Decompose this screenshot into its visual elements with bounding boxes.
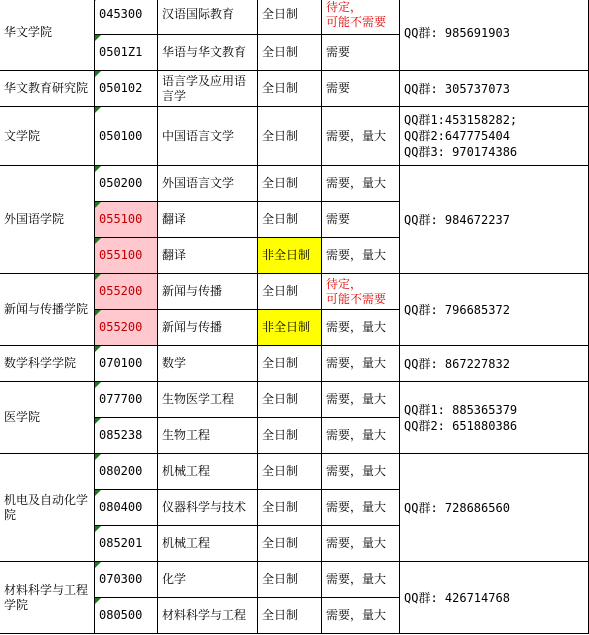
major-name-cell <box>158 107 258 166</box>
dept-cell <box>0 107 95 166</box>
requirement-cell <box>322 71 400 107</box>
study-mode-cell <box>258 526 322 562</box>
major-name-cell-text: 新闻与传播 <box>162 284 223 298</box>
program-code-cell-text: 050102 <box>99 81 143 95</box>
study-mode-cell <box>258 107 322 166</box>
program-code-cell <box>95 202 158 238</box>
major-name-cell <box>158 598 258 634</box>
program-code-cell-text: 055200 <box>99 320 143 334</box>
program-code-cell <box>95 0 158 35</box>
program-code-cell-text: 077700 <box>99 392 143 406</box>
study-mode-cell <box>258 71 322 107</box>
program-code-cell <box>95 454 158 490</box>
dept-cell-text: 材料科学与工程学院 <box>4 582 89 612</box>
major-name-cell <box>158 0 258 35</box>
requirement-cell <box>322 346 400 382</box>
dept-cell <box>0 0 95 71</box>
requirement-cell <box>322 0 400 35</box>
study-mode-cell-text: 全日制 <box>262 536 299 550</box>
major-name-cell-text: 翻译 <box>162 212 187 226</box>
study-mode-cell <box>258 35 322 71</box>
dept-cell-text: 华文教育研究院 <box>4 81 89 95</box>
qq-group-cell-text: QQ群: 426714768 <box>404 590 510 605</box>
qq-group-cell-text: QQ群: 867227832 <box>404 356 510 371</box>
program-code-cell-text: 055100 <box>99 248 143 262</box>
study-mode-cell-text: 全日制 <box>262 45 299 59</box>
program-code-cell-text: 080200 <box>99 464 143 478</box>
major-name-cell-text: 中国语言文学 <box>162 128 235 143</box>
requirement-cell <box>322 310 400 346</box>
program-code-cell-text: 055100 <box>99 212 143 226</box>
qq-group-cell <box>400 382 589 454</box>
study-mode-cell <box>258 382 322 418</box>
study-mode-cell-text: 全日制 <box>262 176 299 190</box>
major-name-cell-text: 化学 <box>162 572 187 586</box>
major-name-cell <box>158 382 258 418</box>
requirement-cell <box>322 598 400 634</box>
qq-group-cell <box>400 0 589 71</box>
program-code-cell-text: 085201 <box>99 536 143 550</box>
study-mode-cell <box>258 346 322 382</box>
study-mode-cell <box>258 454 322 490</box>
qq-group-cell-text: QQ群: 728686560 <box>404 500 510 515</box>
major-name-cell <box>158 418 258 454</box>
comment-marker-icon <box>95 346 101 352</box>
dept-cell <box>0 454 95 562</box>
qq-group-cell <box>400 454 589 562</box>
requirement-cell-text: 需要，量大 <box>326 536 387 550</box>
qq-group-cell <box>400 274 589 346</box>
requirement-cell-text: 需要，量大 <box>326 500 387 514</box>
study-mode-cell-text: 非全日制 <box>262 248 311 262</box>
qq-group-cell-text: QQ群: 305737073 <box>404 81 510 96</box>
study-mode-cell-text: 全日制 <box>262 392 299 406</box>
study-mode-cell <box>258 562 322 598</box>
requirement-cell-text: 需要 <box>326 81 351 95</box>
major-name-cell-text: 生物工程 <box>162 428 211 442</box>
study-mode-cell <box>258 490 322 526</box>
program-code-cell-text: 070300 <box>99 572 143 586</box>
requirement-cell-text: 待定， 可能不需要 <box>326 0 387 29</box>
dept-cell-text: 文学院 <box>4 128 41 143</box>
comment-marker-icon <box>95 166 101 172</box>
program-code-cell <box>95 598 158 634</box>
study-mode-cell <box>258 598 322 634</box>
requirement-cell-text: 需要，量大 <box>326 356 387 370</box>
major-name-cell <box>158 166 258 202</box>
program-code-cell-text: 050100 <box>99 128 143 143</box>
program-code-cell <box>95 35 158 71</box>
major-name-cell-text: 翻译 <box>162 248 187 262</box>
major-name-cell-text: 数学 <box>162 356 187 370</box>
requirement-cell-text: 需要，量大 <box>326 608 387 622</box>
comment-marker-icon <box>95 418 101 424</box>
qq-group-cell-text: QQ群1:453158282; QQ群2:647775404 QQ群3: 970174386 <box>404 113 518 159</box>
comment-marker-icon <box>95 310 101 316</box>
major-name-cell <box>158 526 258 562</box>
requirement-cell-text: 待定， 可能不需要 <box>326 276 387 306</box>
comment-marker-icon <box>95 382 101 388</box>
program-code-cell-text: 080400 <box>99 500 143 514</box>
requirement-cell <box>322 202 400 238</box>
major-name-cell <box>158 562 258 598</box>
program-code-cell <box>95 490 158 526</box>
requirement-cell-text: 需要，量大 <box>326 128 387 143</box>
study-mode-cell-text: 全日制 <box>262 81 299 95</box>
requirement-cell-text: 需要 <box>326 45 351 59</box>
requirement-cell-text: 需要，量大 <box>326 464 387 478</box>
qq-group-cell-text: QQ群: 984672237 <box>404 212 510 227</box>
dept-cell-text: 新闻与传播学院 <box>4 302 89 316</box>
requirement-cell <box>322 238 400 274</box>
comment-marker-icon <box>95 35 101 41</box>
major-name-cell-text: 华语与华文教育 <box>162 45 247 59</box>
requirement-cell-text: 需要，量大 <box>326 248 387 262</box>
major-name-cell <box>158 274 258 310</box>
comment-marker-icon <box>95 526 101 532</box>
dept-cell-text: 华文学院 <box>4 25 53 39</box>
major-name-cell-text: 外国语言文学 <box>162 176 235 190</box>
study-mode-cell-text: 全日制 <box>262 356 299 370</box>
qq-group-cell-text: QQ群: 985691903 <box>404 25 510 40</box>
comment-marker-icon <box>95 490 101 496</box>
requirement-cell <box>322 490 400 526</box>
major-name-cell <box>158 490 258 526</box>
dept-cell-text: 外国语学院 <box>4 212 65 226</box>
dept-cell-text: 机电及自动化学院 <box>4 492 89 522</box>
program-code-cell-text: 055200 <box>99 284 143 298</box>
requirement-cell-text: 需要，量大 <box>326 572 387 586</box>
study-mode-cell <box>258 310 322 346</box>
requirement-cell-text: 需要，量大 <box>326 428 387 442</box>
program-code-cell-text: 080500 <box>99 608 143 622</box>
dept-cell-text: 医学院 <box>4 410 41 424</box>
major-name-cell <box>158 310 258 346</box>
major-name-cell-text: 语言学及应用语言学 <box>162 73 247 103</box>
major-name-cell <box>158 346 258 382</box>
program-code-cell-text: 085238 <box>99 428 143 442</box>
program-code-cell <box>95 346 158 382</box>
major-name-cell-text: 机械工程 <box>162 464 211 478</box>
dept-cell <box>0 274 95 346</box>
major-name-cell <box>158 238 258 274</box>
study-mode-cell <box>258 418 322 454</box>
comment-marker-icon <box>95 454 101 460</box>
dept-cell <box>0 382 95 454</box>
study-mode-cell-text: 全日制 <box>262 572 299 586</box>
qq-group-cell <box>400 107 589 166</box>
comment-marker-icon <box>95 202 101 208</box>
program-code-cell <box>95 107 158 166</box>
requirement-cell <box>322 418 400 454</box>
program-code-cell <box>95 166 158 202</box>
requirement-cell <box>322 526 400 562</box>
study-mode-cell-text: 全日制 <box>262 500 299 514</box>
program-code-cell-text: 050200 <box>99 176 143 190</box>
study-mode-cell-text: 全日制 <box>262 284 299 298</box>
major-name-cell <box>158 71 258 107</box>
qq-group-cell-text: QQ群1: 885365379 QQ群2: 651880386 <box>404 402 518 433</box>
program-code-cell <box>95 238 158 274</box>
major-name-cell <box>158 454 258 490</box>
program-code-cell-text: 0501Z1 <box>99 45 143 59</box>
comment-marker-icon <box>95 598 101 604</box>
program-code-cell <box>95 526 158 562</box>
study-mode-cell-text: 非全日制 <box>262 320 311 334</box>
study-mode-cell-text: 全日制 <box>262 7 299 21</box>
dept-cell-text: 数学科学学院 <box>4 356 77 370</box>
major-name-cell-text: 新闻与传播 <box>162 320 223 334</box>
major-name-cell <box>158 35 258 71</box>
major-name-cell <box>158 202 258 238</box>
program-code-cell <box>95 71 158 107</box>
study-mode-cell <box>258 202 322 238</box>
requirement-cell-text: 需要，量大 <box>326 320 387 334</box>
requirement-cell <box>322 274 400 310</box>
qq-group-cell <box>400 562 589 634</box>
comment-marker-icon <box>95 274 101 280</box>
program-code-cell <box>95 562 158 598</box>
requirement-cell <box>322 454 400 490</box>
study-mode-cell-text: 全日制 <box>262 128 299 143</box>
requirement-cell-text: 需要 <box>326 212 351 226</box>
program-code-cell-text: 045300 <box>99 7 143 21</box>
requirement-cell <box>322 107 400 166</box>
comment-marker-icon <box>95 562 101 568</box>
dept-cell <box>0 71 95 107</box>
program-code-cell-text: 070100 <box>99 356 143 370</box>
dept-cell <box>0 346 95 382</box>
study-mode-cell-text: 全日制 <box>262 464 299 478</box>
comment-marker-icon <box>95 107 101 113</box>
dept-cell <box>0 166 95 274</box>
study-mode-cell <box>258 0 322 35</box>
qq-group-cell <box>400 346 589 382</box>
study-mode-cell <box>258 274 322 310</box>
requirement-cell <box>322 166 400 202</box>
qq-group-cell <box>400 166 589 274</box>
requirement-cell-text: 需要，量大 <box>326 392 387 406</box>
study-mode-cell-text: 全日制 <box>262 212 299 226</box>
major-name-cell-text: 机械工程 <box>162 536 211 550</box>
program-code-cell <box>95 418 158 454</box>
study-mode-cell <box>258 238 322 274</box>
requirement-cell-text: 需要，量大 <box>326 176 387 190</box>
program-code-cell <box>95 274 158 310</box>
major-name-cell-text: 生物医学工程 <box>162 392 235 406</box>
dept-cell <box>0 562 95 634</box>
comment-marker-icon <box>95 0 101 1</box>
major-name-cell-text: 材料科学与工程 <box>162 608 247 622</box>
program-code-cell <box>95 310 158 346</box>
comment-marker-icon <box>95 71 101 77</box>
program-code-cell <box>95 382 158 418</box>
requirement-cell <box>322 562 400 598</box>
requirement-cell <box>322 382 400 418</box>
qq-group-cell-text: QQ群: 796685372 <box>404 302 510 317</box>
comment-marker-icon <box>95 238 101 244</box>
requirement-cell <box>322 35 400 71</box>
qq-group-cell <box>400 71 589 107</box>
study-mode-cell <box>258 166 322 202</box>
study-mode-cell-text: 全日制 <box>262 608 299 622</box>
major-name-cell-text: 仪器科学与技术 <box>162 500 247 514</box>
major-name-cell-text: 汉语国际教育 <box>162 7 235 21</box>
study-mode-cell-text: 全日制 <box>262 428 299 442</box>
